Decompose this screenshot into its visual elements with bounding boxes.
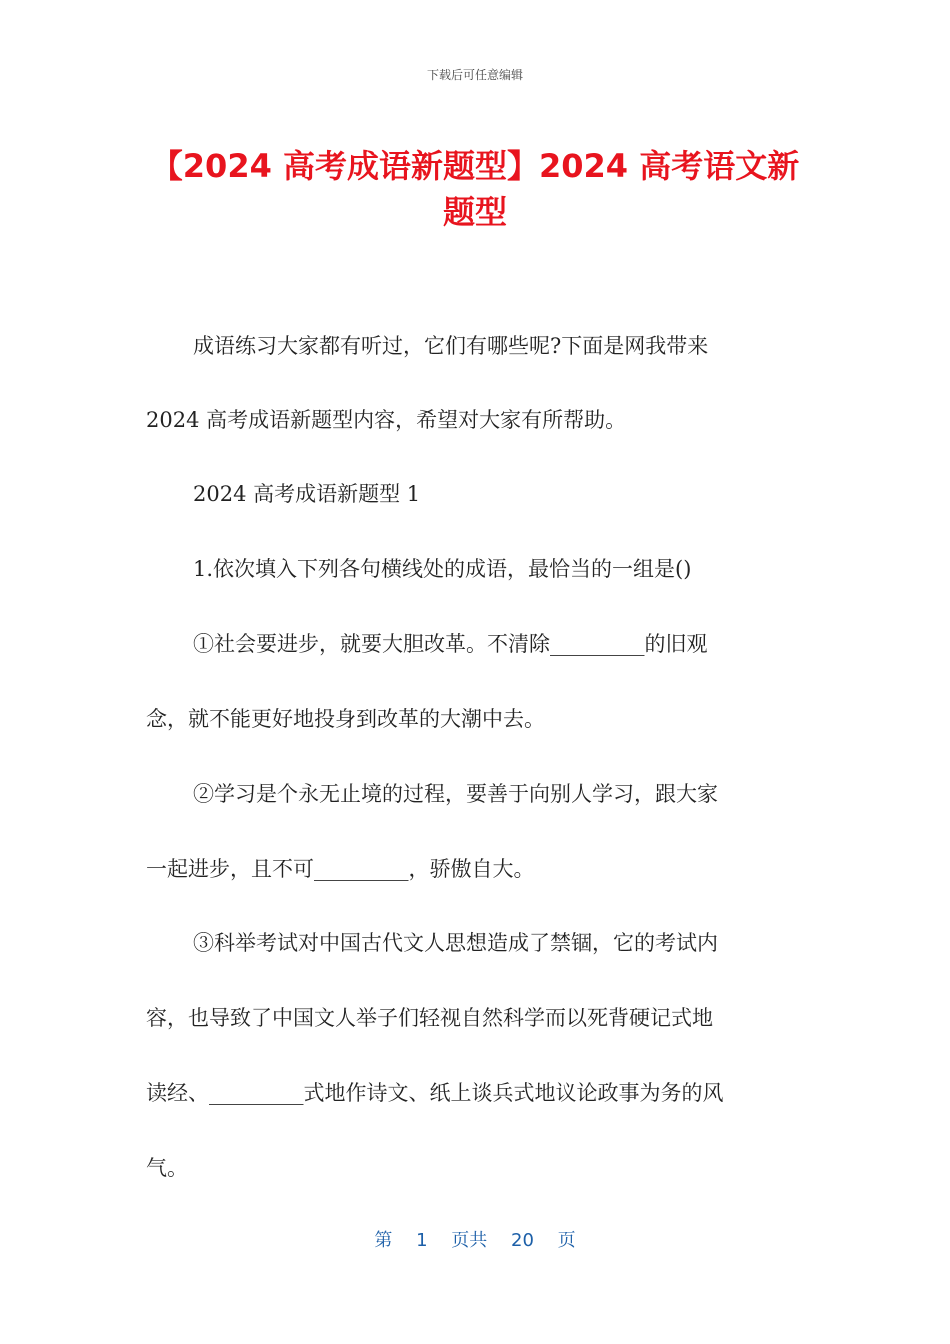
paragraph-line: 容，也导致了中国文人举子们轻视自然科学而以死背硬记式地	[146, 1006, 713, 1030]
paragraph-line: 读经、_________式地作诗文、纸上谈兵式地议论政事为务的风	[146, 1081, 724, 1105]
paragraph-line: 1.依次填入下列各句横线处的成语，最恰当的一组是()	[193, 557, 692, 581]
footer-label-start: 第	[374, 1230, 393, 1251]
footer-page-number: 1	[416, 1230, 428, 1251]
footer-label-mid: 页共	[451, 1230, 488, 1251]
paragraph-line: 2024 高考成语新题型 1	[193, 482, 421, 506]
title-line-1: 【2024 高考成语新题型】2024 高考语文新	[150, 147, 800, 185]
paragraph-line: 成语练习大家都有听过，它们有哪些呢?下面是网我带来	[193, 334, 709, 358]
paragraph-line: 气。	[146, 1156, 188, 1180]
title-line-2: 题型	[442, 193, 507, 231]
page-footer	[0, 1226, 950, 1252]
paragraph-line: 念，就不能更好地投身到改革的大潮中去。	[146, 707, 545, 731]
footer-total-pages: 20	[511, 1230, 534, 1251]
paragraph-line: ①社会要进步，就要大胆改革。不清除_________的旧观	[193, 632, 708, 656]
paragraph-line: 一起进步，且不可_________，骄傲自大。	[146, 857, 535, 881]
paragraph-line: 2024 高考成语新题型内容，希望对大家有所帮助。	[146, 408, 627, 432]
paragraph-line: ③科举考试对中国古代文人思想造成了禁锢，它的考试内	[193, 931, 718, 955]
paragraph-line: ②学习是个永无止境的过程，要善于向别人学习，跟大家	[193, 782, 718, 806]
header-note: 下载后可任意编辑	[426, 68, 523, 82]
footer-label-end: 页	[557, 1230, 576, 1251]
